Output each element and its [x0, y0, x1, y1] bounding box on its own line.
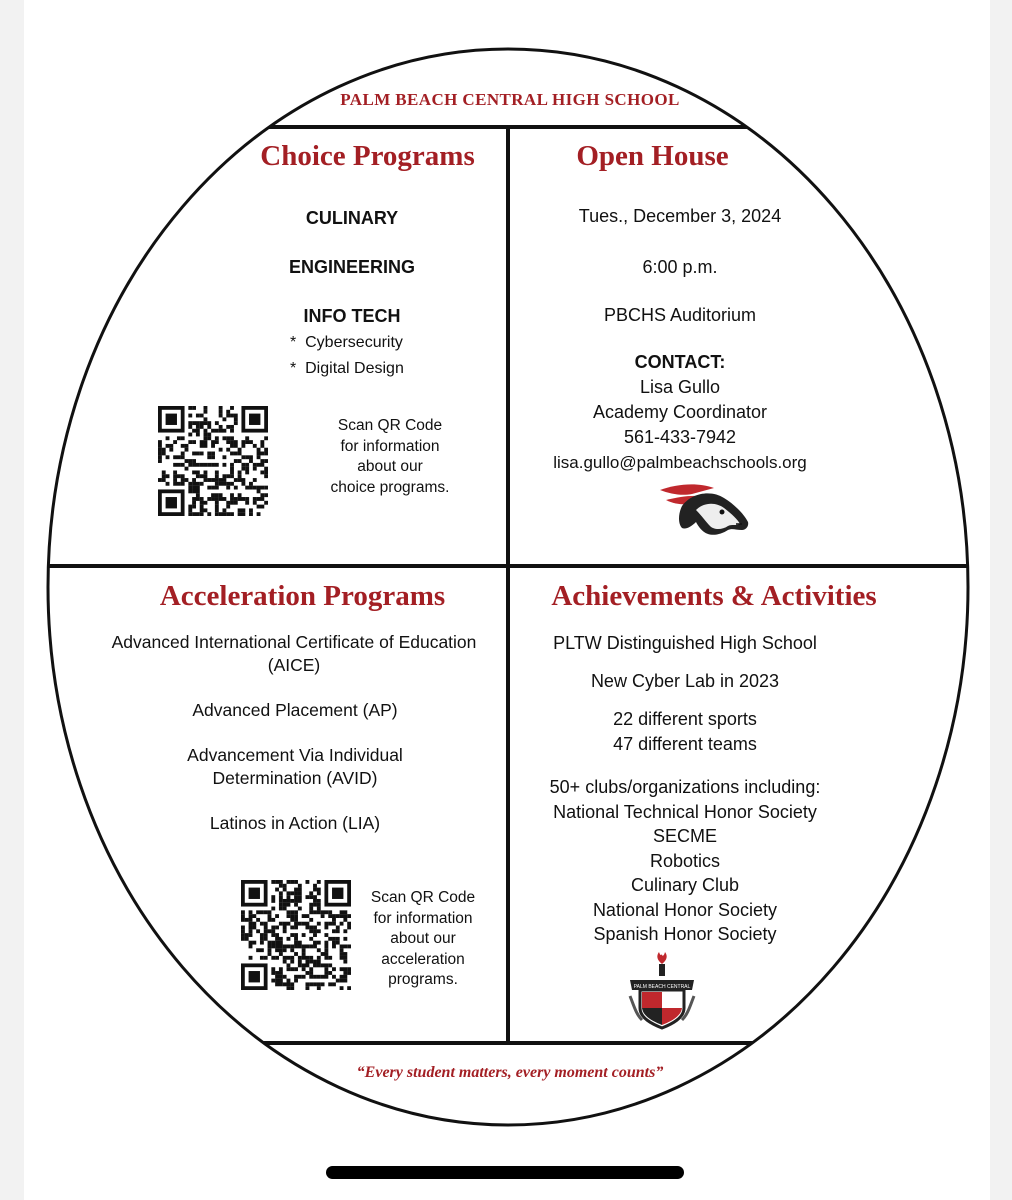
bronco-mascot-logo — [652, 480, 752, 542]
contact-block — [520, 350, 840, 475]
program-ap: Advanced Placement (AP) — [192, 700, 398, 720]
club-item: Culinary Club — [630, 875, 740, 895]
club-item: Spanish Honor Society — [593, 924, 777, 944]
clubs-list — [510, 775, 860, 947]
school-motto: “Every student matters, every moment counts” — [356, 1064, 664, 1081]
program-engineering: ENGINEERING — [288, 257, 416, 277]
contact-role: Academy Coordinator — [592, 402, 768, 422]
achievement-pltw: PLTW Distinguished High School — [553, 633, 817, 653]
achievement-cyber-lab: New Cyber Lab in 2023 — [590, 671, 780, 691]
achievements-activities-title: Achievements & Activities — [551, 580, 877, 612]
clubs-intro: 50+ clubs/organizations including: — [549, 777, 821, 797]
contact-phone: 561-433-7942 — [623, 427, 737, 447]
qr-code-icon[interactable] — [241, 880, 351, 990]
acceleration-programs-title: Acceleration Programs — [159, 580, 446, 612]
program-avid: Advancement Via Individual Determination (AVID) — [187, 745, 403, 788]
program-culinary: CULINARY — [305, 208, 399, 228]
open-house-time: 6:00 p.m. — [642, 257, 718, 277]
program-lia: Latinos in Action (LIA) — [209, 813, 381, 833]
club-item: National Technical Honor Society — [553, 801, 817, 822]
track-item: * Digital Design — [290, 360, 404, 377]
choice-programs-title: Choice Programs — [260, 140, 475, 172]
program-info-tech: INFO TECH — [303, 306, 401, 326]
club-item: SECME — [652, 826, 717, 846]
qr-code-icon[interactable] — [158, 406, 268, 516]
contact-email[interactable]: lisa.gullo@palmbeachschools.org — [553, 453, 807, 472]
contact-label: CONTACT: — [634, 352, 726, 372]
bullet-asterisk: * — [290, 334, 306, 351]
open-house-date: Tues., December 3, 2024 — [578, 206, 782, 226]
program-aice: Advanced International Certificate of Education (AICE) — [111, 632, 477, 675]
choice-qr-caption: Scan QR Code for information about our choice programs. — [330, 417, 450, 496]
home-indicator-bar[interactable] — [326, 1166, 684, 1179]
school-crest-logo — [626, 950, 698, 1030]
track-item: * Cybersecurity — [290, 334, 403, 351]
sports-teams: 22 different sports 47 different teams — [613, 709, 757, 754]
info-tech-tracks — [290, 330, 490, 382]
open-house-location: PBCHS Auditorium — [603, 305, 757, 325]
school-name: PALM BEACH CENTRAL HIGH SCHOOL — [340, 90, 680, 109]
open-house-title: Open House — [576, 140, 729, 172]
bullet-asterisk: * — [290, 360, 306, 377]
club-item: National Honor Society — [592, 899, 778, 920]
contact-name: Lisa Gullo — [639, 377, 721, 397]
acceleration-qr-caption: Scan QR Code for information about our acceleration programs. — [370, 889, 476, 988]
club-item: Robotics — [649, 850, 721, 871]
svg-text:PALM BEACH CENTRAL: PALM BEACH CENTRAL — [633, 984, 691, 990]
